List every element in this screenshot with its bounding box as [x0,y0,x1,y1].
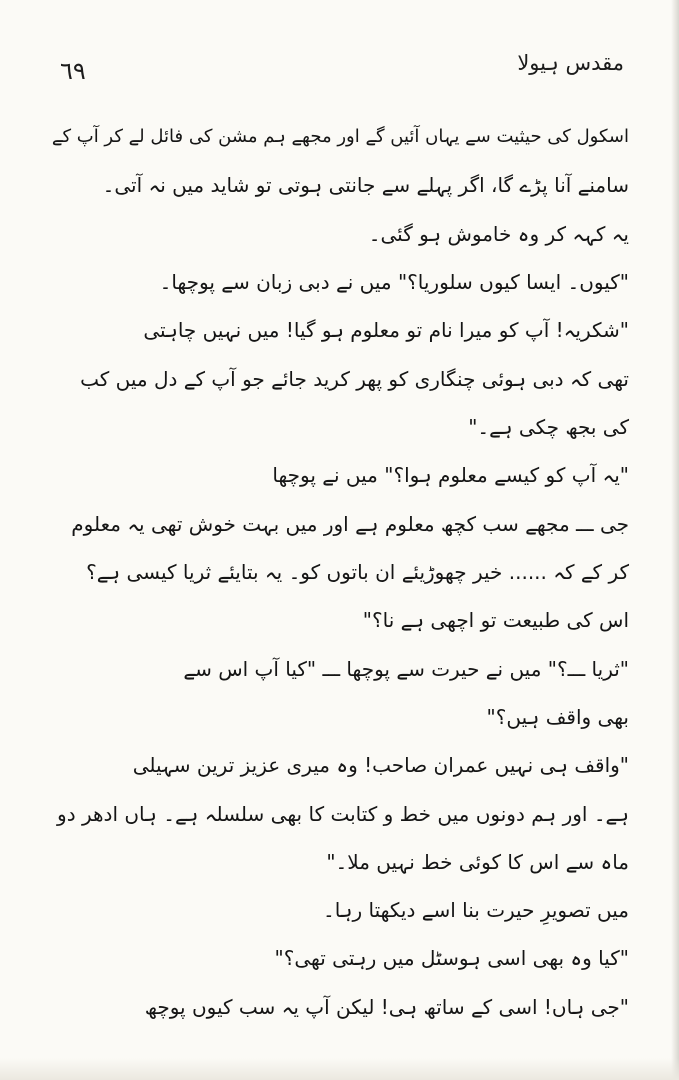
text-line: سامنے آنا پڑے گا، اگر پہلے سے جانتی ہوتی تو شاید میں نہ آتی۔ [102,173,629,197]
text-line: "ثریا ـــ؟" میں نے حیرت سے پوچھا ـــ "کیا آپ اس سے [183,657,629,681]
text-line: "واقف ہی نہیں عمران صاحب! وہ میری عزیز ترین سہیلی [132,753,629,777]
text-line: کی بجھ چکی ہے۔" [468,415,629,439]
text-line: ماہ سے اس کا کوئی خط نہیں ملا۔" [326,850,629,874]
text-line: "جی ہاں! اسی کے ساتھ ہی! لیکن آپ یہ سب کیوں پوچھ [144,995,629,1019]
page-number: ٦٩ [60,57,86,85]
text-line: یہ کہہ کر وہ خاموش ہو گئی۔ [368,222,629,246]
text-line: "کیا وہ بھی اسی ہوسٹل میں رہتی تھی؟" [274,946,629,970]
text-line: اس کی طبیعت تو اچھی ہے نا؟" [362,608,629,632]
text-line: بھی واقف ہیں؟" [486,705,629,729]
running-title: مقدس ہیولا [517,51,624,75]
text-line: کر کے کہ ...... خیر چھوڑیئے ان باتوں کو۔ یہ بتایئے ثریا کیسی ہے؟ [86,560,629,584]
text-line: میں تصویرِ حیرت بنا اسے دیکھتا رہا۔ [322,898,629,922]
page-edge-shadow [671,0,679,1080]
text-line: تھی کہ دبی ہوئی چنگاری کو پھر کرید جائے جو آپ کے دل میں کب [80,367,629,391]
page-bottom-edge [0,1058,679,1080]
text-line: جی ـــ مجھے سب کچھ معلوم ہے اور میں بہت خوش تھی یہ معلوم [71,512,629,536]
text-line: "یہ آپ کو کیسے معلوم ہوا؟" میں نے پوچھا [272,463,629,487]
text-line: ہے۔ اور ہم دونوں میں خط و کتابت کا بھی سلسلہ ہے۔ ہاں ادھر دو [57,802,629,826]
text-line: "شکریہ! آپ کو میرا نام تو معلوم ہو گیا! میں نہیں چاہتی [143,318,629,342]
text-line: اسکول کی حیثیت سے یہاں آئیں گے اور مجھے ہم مشن کی فائل لے کر آپ کے [51,126,629,147]
text-line: "کیوں۔ ایسا کیوں سلوریا؟" میں نے دبی زبان سے پوچھا۔ [159,270,629,294]
